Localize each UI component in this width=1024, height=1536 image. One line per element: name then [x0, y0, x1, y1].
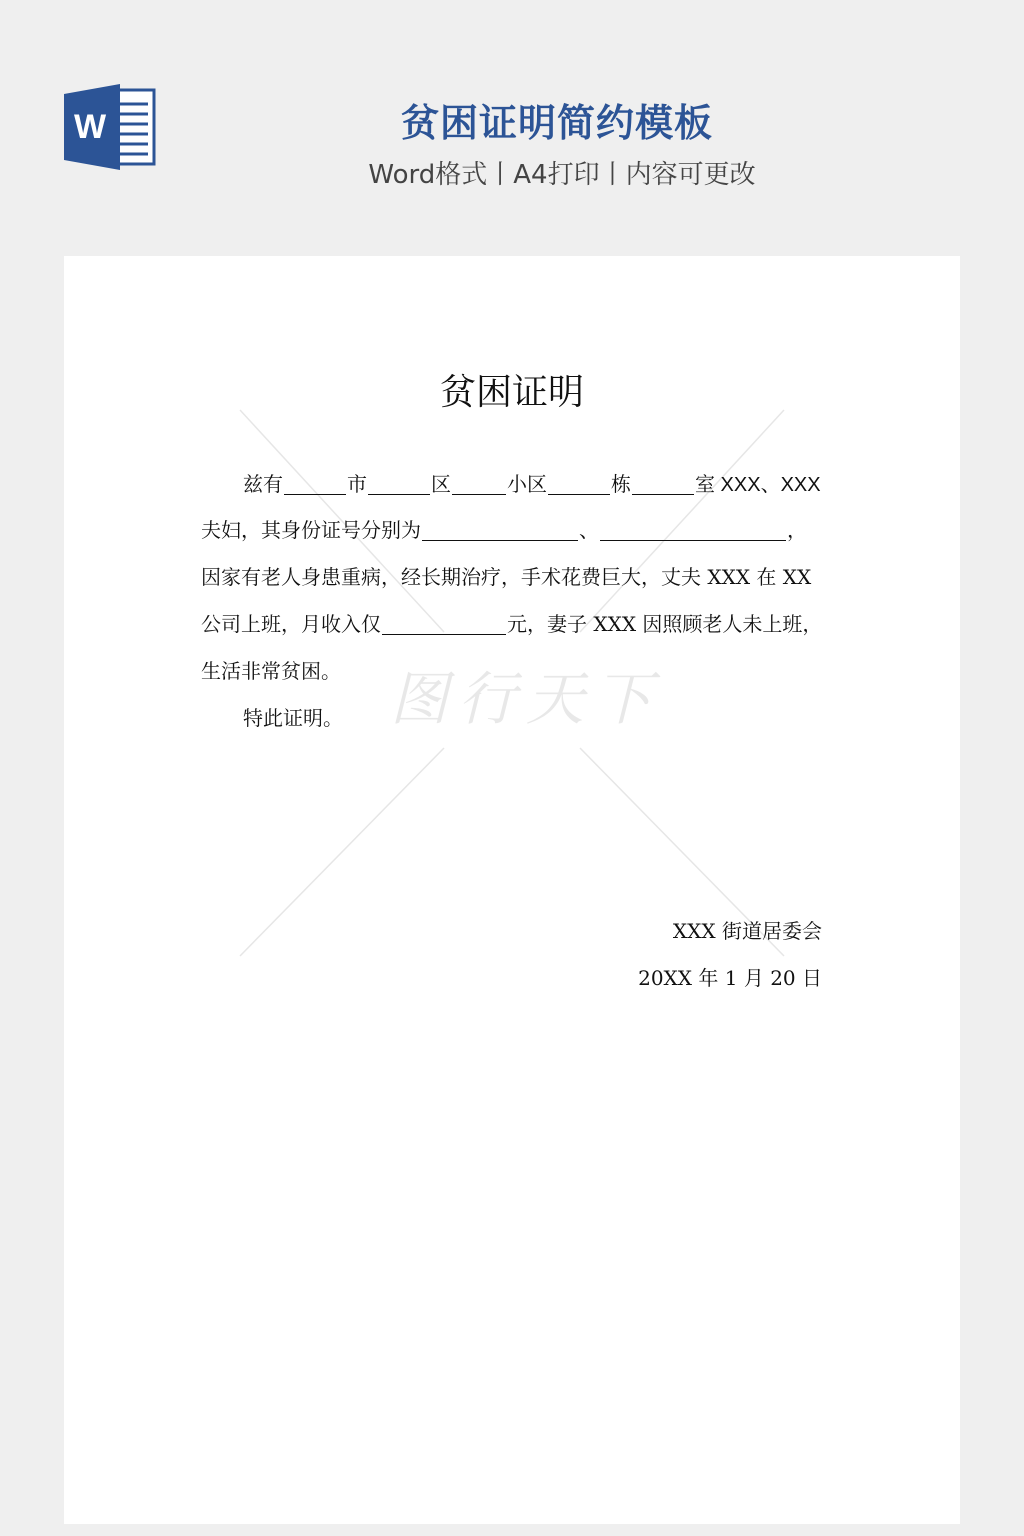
template-title: 贫困证明简约模板 — [400, 101, 713, 145]
text-segment: 元，妻子 XXX 因照顾老人未上班， — [507, 612, 823, 636]
text-segment: 夫妇，其身份证号分别为 — [201, 518, 421, 542]
word-icon-letter: W — [73, 108, 107, 146]
blank-income[interactable] — [382, 612, 506, 635]
template-header — [0, 0, 1024, 256]
text-segment: 公司上班，月收入仅 — [201, 612, 381, 636]
watermark-lines — [64, 256, 960, 1524]
text-segment: 、 — [579, 518, 599, 542]
signature-date: 20XX 年 1 月 20 日 — [638, 966, 822, 990]
text-segment: 区 — [431, 472, 451, 496]
paragraph-line-2 — [201, 515, 807, 545]
blank-building[interactable] — [548, 472, 610, 495]
signature-organization: XXX 街道居委会 — [672, 919, 822, 943]
blank-district[interactable] — [368, 472, 430, 495]
text-segment: 室 XXX、XXX — [695, 474, 821, 496]
blank-id-1[interactable] — [422, 518, 578, 541]
text-segment: 小区 — [507, 472, 547, 496]
blank-id-2[interactable] — [600, 518, 786, 541]
blank-community[interactable] — [452, 472, 506, 495]
paragraph-line-1 — [243, 469, 821, 499]
template-subtitle: Word格式丨A4打印丨内容可更改 — [368, 160, 756, 190]
paragraph-line-5: 生活非常贫困。 — [201, 659, 341, 683]
text-segment: 栋 — [611, 472, 631, 496]
text-segment: 兹有 — [243, 472, 283, 496]
watermark-text: 图行天下 — [390, 665, 663, 733]
text-segment: ， — [787, 518, 807, 542]
document-title: 贫困证明 — [439, 372, 584, 413]
text-segment: 市 — [347, 472, 367, 496]
paragraph-line-3: 因家有老人身患重病，经长期治疗，手术花费巨大，丈夫 XXX 在 XX — [201, 565, 812, 589]
document-page — [64, 256, 960, 1524]
blank-room[interactable] — [632, 472, 694, 495]
paragraph-closing: 特此证明。 — [243, 706, 343, 730]
blank-city[interactable] — [284, 472, 346, 495]
paragraph-line-4 — [201, 609, 822, 639]
